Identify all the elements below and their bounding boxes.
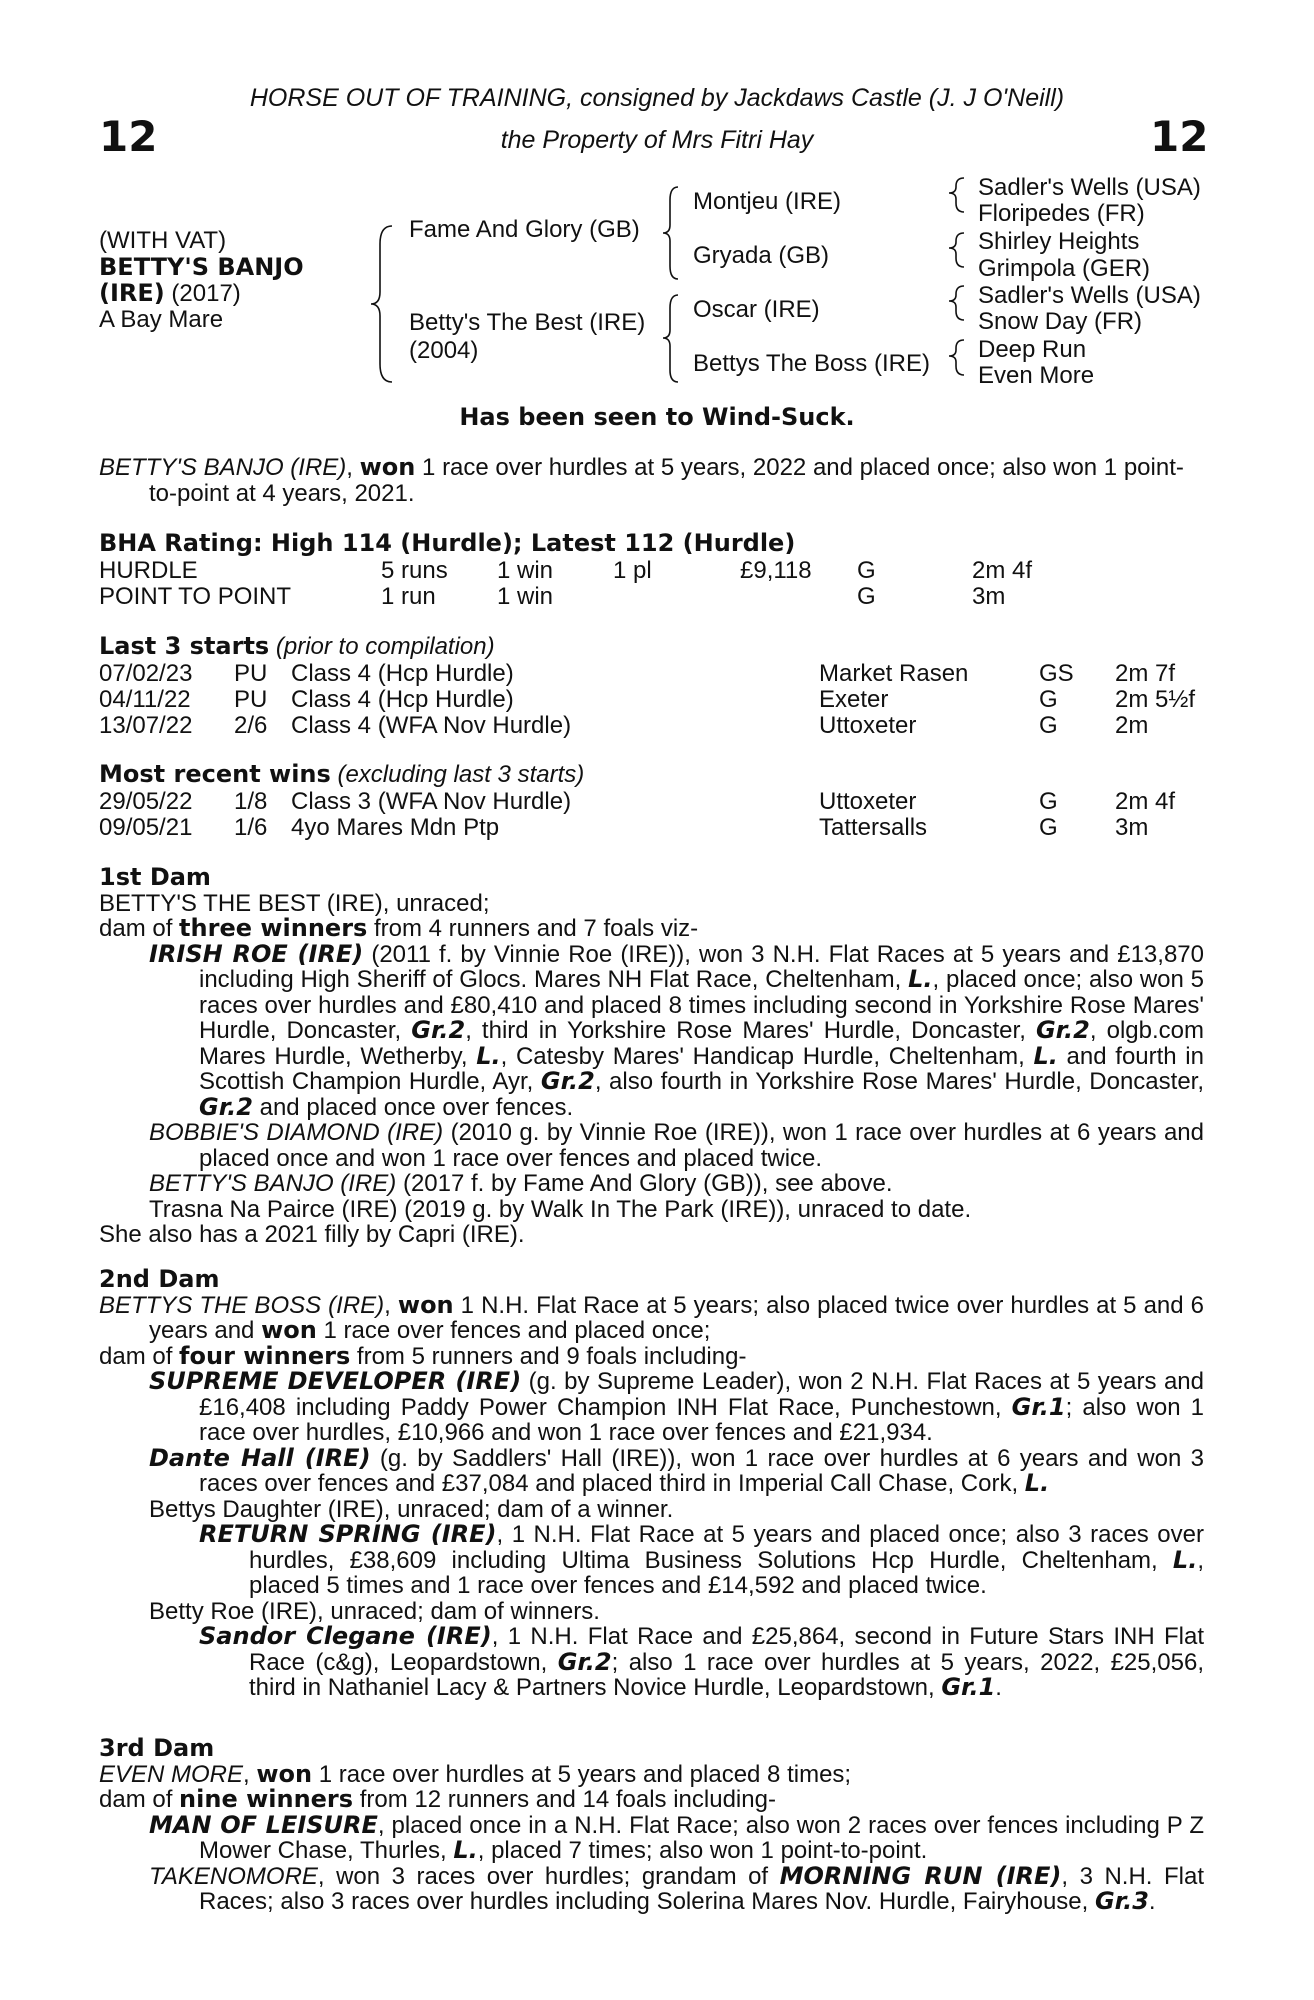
race-grade: L. [1172, 1545, 1198, 1574]
text: ; also 1 race over hurdles at 5 years, 2022, £25,056, third in Nathaniel Lacy & Partners Novice Hurdle, Leopardstown, [249, 1648, 1204, 1701]
text: ; also won 1 race over hurdles, £10,966 and won 1 race over fences and £21,934. [199, 1393, 1204, 1446]
won-label: won [397, 1290, 454, 1319]
dam-name: BETTYS THE BOSS (IRE) [99, 1291, 385, 1319]
start-date: 13/07/22 [99, 712, 193, 739]
text: from 4 runners and 7 foals viz- [367, 915, 699, 942]
progeny-entry [99, 1120, 1204, 1171]
third-dam-section [99, 1736, 1204, 1915]
progeny-name: SUPREME DEVELOPER (IRE) [149, 1367, 522, 1395]
text: 1 race over fences and placed once; [316, 1317, 711, 1344]
winners-count: nine winners [179, 1785, 354, 1813]
text: , placed 5 times and 1 race over fences and £14,592 and placed twice. [249, 1546, 1204, 1599]
progeny-name: MAN OF LEISURE [149, 1810, 378, 1839]
text: , Catesby Mares' Handicap Hurdle, Cheltenham, [500, 1042, 1034, 1070]
race-grade: L. [453, 1836, 478, 1864]
start-course: Exeter [819, 686, 889, 713]
horse-suffix: (IRE) [99, 279, 165, 307]
text: , 1 N.H. Flat Race at 5 years and placed once; also 3 races over hurdles, £38,609 including Ultima Business Solutions Hcp Hurdle, Cheltenham, [249, 1521, 1204, 1574]
third-dam-progeny [99, 1787, 1204, 1813]
start-course: Uttoxeter [819, 712, 917, 739]
summary-won: won [359, 453, 416, 481]
start-distance: 2m 7f [1115, 660, 1176, 687]
progeny-name: BOBBIE'S DIAMOND (IRE) [149, 1119, 444, 1146]
start-race: Class 4 (Hcp Hurdle) [291, 686, 514, 713]
text: , 1 N.H. Flat Race and £25,864, second in Future Stars INH Flat Race (c&g), Leopardstown, [249, 1623, 1204, 1676]
dam-name: EVEN MORE [99, 1760, 244, 1788]
win-position: 1/8 [234, 788, 268, 815]
progeny-entry [99, 1443, 1205, 1497]
text: , placed once in a N.H. Flat Race; also won 2 races over fences including P Z Mower Chase, Thurles, [199, 1811, 1204, 1864]
rating-runs: 1 run [381, 583, 436, 610]
recent-heading [99, 762, 584, 788]
win-race: Class 3 (WFA Nov Hurdle) [291, 788, 572, 815]
text: (2010 g. by Vinnie Roe (IRE)), won 1 race over hurdles at 6 years and placed once and won 1 race over fences and placed twice. [199, 1119, 1204, 1172]
rating-runs: 5 runs [381, 557, 448, 584]
text: 1 race over hurdles at 5 years and placed 8 times; [312, 1760, 852, 1788]
progeny-entry [99, 1810, 1204, 1864]
text: (g. by Saddlers' Hall (IRE)), won 1 race over hurdles at 6 years and won 3 races over fences and £37,084 and placed third in Imperial Call Chase, Cork, [199, 1444, 1205, 1497]
text: , third in Yorkshire Rose Mares' Hurdle, Doncaster, [465, 1017, 1036, 1044]
start-going: G [1039, 712, 1058, 739]
dam: Betty's The Best (IRE) [409, 309, 646, 336]
third-dam-title: 3rd Dam [99, 1734, 215, 1762]
text: dam of [99, 915, 180, 942]
gen3-1: Sadler's Wells (USA) [978, 174, 1201, 201]
progeny-name: RETURN SPRING (IRE) [199, 1520, 497, 1548]
start-race: Class 4 (WFA Nov Hurdle) [291, 712, 572, 739]
horse-name: BETTY'S BANJO [99, 253, 304, 281]
gen3-7: Deep Run [978, 336, 1087, 363]
grandprogeny-name: MORNING RUN (IRE) [779, 1861, 1062, 1890]
second-dam-line [99, 1290, 1205, 1344]
text: . [1148, 1888, 1156, 1915]
race-grade: L. [1024, 1469, 1050, 1497]
rating-going: G [857, 557, 876, 584]
progeny-entry [99, 939, 1205, 1121]
race-grade: Gr.2 [411, 1016, 466, 1044]
win-distance: 3m [1115, 814, 1149, 841]
win-going: G [1039, 788, 1058, 815]
first-dam-title: 1st Dam [99, 863, 211, 891]
won-label: won [261, 1316, 317, 1344]
vat-label: (WITH VAT) [99, 227, 227, 254]
progeny-entry: Bettys Daughter (IRE), unraced; dam of a winner. [149, 1495, 674, 1523]
text: 1 N.H. Flat Race at 5 years; also placed twice over hurdles at 5 and 6 years and [149, 1291, 1205, 1344]
rating-money: £9,118 [740, 557, 812, 584]
text: . [995, 1674, 1002, 1701]
race-grade: Gr.2 [540, 1067, 595, 1095]
text: , also fourth in Yorkshire Rose Mares' Hurdle, Doncaster, [594, 1068, 1205, 1095]
text: , olgb.com Mares Hurdle, Wetherby, [199, 1017, 1204, 1070]
summary-text: 1 race over hurdles at 5 years, 2022 and placed once; also won 1 point-to-point at 4 years, 2021. [149, 454, 1184, 507]
second-dam-progeny [99, 1341, 1204, 1370]
text: from 12 runners and 14 foals including- [353, 1786, 776, 1813]
start-position: PU [234, 686, 268, 713]
lot-number-right: 12 [1150, 112, 1209, 161]
rating-distance: 2m 4f [972, 557, 1033, 584]
gen3-5: Sadler's Wells (USA) [978, 282, 1201, 309]
wind-note: Has been seen to Wind-Suck. [459, 403, 855, 431]
start-course: Market Rasen [819, 660, 969, 687]
win-course: Uttoxeter [819, 788, 917, 815]
race-grade: Gr.2 [199, 1092, 253, 1121]
recent-title: Most recent wins [99, 760, 331, 788]
race-grade: Gr.1 [941, 1673, 996, 1701]
progeny-name: IRISH ROE (IRE) [149, 939, 364, 968]
start-going: GS [1039, 660, 1074, 687]
text: (2017 f. by Fame And Glory (GB)), see above. [396, 1170, 893, 1197]
race-grade: Gr.3 [1094, 1887, 1149, 1915]
win-date: 09/05/21 [99, 814, 193, 841]
win-course: Tattersalls [819, 814, 928, 841]
text: , placed 7 times; also won 1 point-to-point. [477, 1837, 928, 1864]
winners-count: four winners [179, 1341, 351, 1370]
start-position: PU [234, 660, 268, 687]
text: , [243, 1760, 257, 1788]
text: dam of [99, 1786, 180, 1813]
text: from 5 runners and 9 foals including- [350, 1342, 747, 1370]
property-line: the Property of Mrs Fitri Hay [500, 126, 814, 154]
text: , placed once; also won 5 races over hurdles and £80,410 and placed 8 times including second in Yorkshire Rose Mares' Hurdle, Doncaster, [199, 966, 1204, 1044]
gen3-6: Snow Day (FR) [978, 308, 1143, 335]
text: (g. by Supreme Leader), won 2 N.H. Flat Races at 5 years and £16,408 including Paddy Power Champion INH Flat Race, Punchestown, [199, 1368, 1204, 1421]
race-grade: L. [908, 965, 933, 993]
progeny-entry: Trasna Na Pairce (IRE) (2019 g. by Walk In The Park (IRE)), unraced to date. [149, 1195, 972, 1223]
text: , [384, 1291, 398, 1319]
win-position: 1/6 [234, 814, 268, 841]
dam-sire: Oscar (IRE) [693, 296, 820, 323]
gen3-4: Grimpola (GER) [978, 255, 1151, 282]
horse-description: A Bay Mare [99, 306, 224, 333]
gen3-2: Floripedes (FR) [978, 200, 1145, 227]
second-dam-title: 2nd Dam [99, 1265, 220, 1293]
second-dam-section [99, 1267, 1204, 1701]
grandprogeny-entry [99, 1522, 1204, 1599]
progeny-entry [99, 1171, 1204, 1197]
start-going: G [1039, 686, 1058, 713]
first-dam-progeny [99, 916, 1204, 942]
winners-count: three winners [179, 914, 368, 942]
progeny-name: BETTY'S BANJO (IRE) [149, 1170, 397, 1197]
rating-wins: 1 win [497, 557, 554, 584]
race-grade: Gr.2 [1035, 1016, 1090, 1044]
recent-note: (excluding last 3 starts) [337, 761, 585, 788]
progeny-note: She also has a 2021 filly by Capri (IRE). [99, 1221, 525, 1248]
sire: Fame And Glory (GB) [409, 216, 640, 243]
text: (2011 f. by Vinnie Roe (IRE)), won 3 N.H. Flat Races at 5 years and £13,870 including High Sheriff of Glocs. Mares NH Flat Race, Cheltenham, [199, 940, 1204, 993]
start-date: 07/02/23 [99, 660, 193, 687]
progeny-name: Sandor Clegane (IRE) [199, 1622, 492, 1650]
text: dam of [99, 1342, 180, 1370]
summary: BETTY'S BANJO (IRE), won 1 race over hurdles at 5 years, 2022 and placed once; also won 1 point-to-point at 4 years, 2021. [99, 453, 1184, 507]
rating-wins: 1 win [497, 583, 554, 610]
first-dam-section [99, 865, 1204, 1248]
start-position: 2/6 [234, 712, 268, 739]
gen3-8: Even More [978, 362, 1095, 389]
progeny-entry: Betty Roe (IRE), unraced; dam of winners. [149, 1597, 600, 1625]
progeny-name: TAKENOMORE [149, 1862, 318, 1890]
text: and placed once over fences. [252, 1093, 574, 1121]
won-label: won [256, 1759, 313, 1788]
gen3-3: Shirley Heights [978, 228, 1140, 255]
start-date: 04/11/22 [99, 686, 191, 713]
first-dam-line: BETTY'S THE BEST (IRE), unraced; [99, 889, 490, 917]
win-distance: 2m 4f [1115, 788, 1176, 815]
summary-name: BETTY'S BANJO (IRE) [99, 454, 347, 481]
third-dam-line [99, 1759, 1204, 1788]
race-grade: Gr.2 [557, 1647, 612, 1676]
progeny-name: Dante Hall (IRE) [149, 1443, 371, 1472]
lot-number-left: 12 [99, 112, 158, 161]
dam-year: (2004) [409, 337, 479, 364]
rating-title: BHA Rating: High 114 (Hurdle); Latest 112 (Hurdle) [99, 529, 796, 557]
rating-placed: 1 pl [613, 557, 652, 584]
race-grade: L. [476, 1041, 501, 1070]
start-distance: 2m [1115, 712, 1149, 739]
text: , won 3 races over hurdles; grandam of [317, 1862, 780, 1890]
sire-dam: Gryada (GB) [693, 242, 830, 269]
race-grade: L. [1033, 1041, 1058, 1070]
progeny-entry [99, 1861, 1204, 1915]
rating-type: POINT TO POINT [99, 583, 292, 610]
progeny-entry [99, 1369, 1204, 1446]
last3-title: Last 3 starts [99, 632, 270, 660]
rating-going: G [857, 583, 876, 610]
last3-heading [99, 634, 495, 660]
consignor-line: HORSE OUT OF TRAINING, consigned by Jackdaws Castle (J. J O'Neill) [249, 84, 1065, 112]
dam-dam: Bettys The Boss (IRE) [693, 350, 930, 377]
grandprogeny-entry [99, 1624, 1204, 1701]
race-grade: Gr.1 [1011, 1392, 1066, 1421]
text: , 3 N.H. Flat Races; also 3 races over hurdles including Solerina Mares Nov. Hurdle, Fairyhouse, [199, 1862, 1204, 1915]
last3-note: (prior to compilation) [275, 633, 495, 660]
win-going: G [1039, 814, 1058, 841]
win-date: 29/05/22 [99, 788, 193, 815]
rating-type: HURDLE [99, 557, 198, 584]
start-distance: 2m 5½f [1115, 686, 1196, 713]
win-race: 4yo Mares Mdn Ptp [291, 814, 500, 841]
rating-distance: 3m [972, 583, 1006, 610]
text: and fourth in Scottish Champion Hurdle, Ayr, [199, 1042, 1204, 1095]
horse-year: (2017) [171, 280, 241, 307]
sire-sire: Montjeu (IRE) [693, 188, 842, 215]
start-race: Class 4 (Hcp Hurdle) [291, 660, 514, 687]
